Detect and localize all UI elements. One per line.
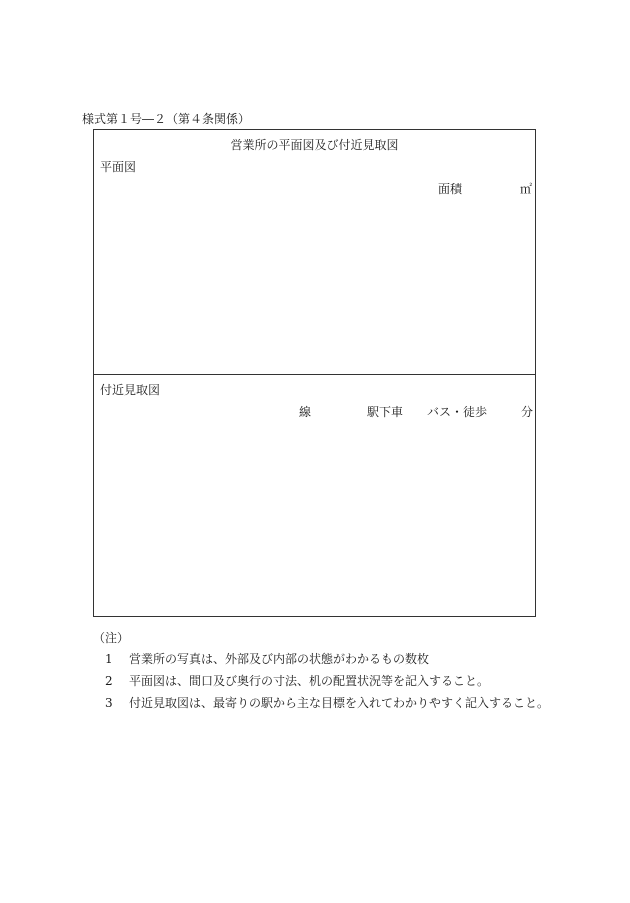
line-label: 線 <box>299 405 312 419</box>
note-text: 営業所の写真は、外部及び内部の状態がわかるもの数枚 <box>129 652 430 666</box>
note-item <box>105 651 605 673</box>
form-box <box>93 129 536 617</box>
station-label: 駅下車 <box>367 405 404 419</box>
note-number: 2 <box>105 674 113 688</box>
note-number: 1 <box>105 652 113 666</box>
transport-label: バス・徒歩 <box>427 405 488 419</box>
area-label: 面積 <box>438 182 463 196</box>
vicinity-map-section <box>94 375 535 616</box>
notes-list <box>105 651 605 717</box>
floor-plan-section <box>94 130 535 375</box>
area-unit: ㎡ <box>520 182 533 196</box>
note-item <box>105 673 605 695</box>
note-item <box>105 695 605 717</box>
vicinity-map-label: 付近見取図 <box>100 383 161 397</box>
note-number: 3 <box>105 696 113 710</box>
form-title: 営業所の平面図及び付近見取図 <box>230 138 399 152</box>
floor-plan-label: 平面図 <box>100 160 137 174</box>
note-text: 平面図は、間口及び奥行の寸法、机の配置状況等を記入すること。 <box>129 674 490 688</box>
form-number: 様式第１号―２（第４条関係） <box>82 112 251 126</box>
notes-heading: （注） <box>93 631 130 645</box>
minutes-label: 分 <box>521 405 534 419</box>
note-text: 付近見取図は、最寄りの駅から主な目標を入れてわかりやすく記入すること。 <box>129 696 550 710</box>
